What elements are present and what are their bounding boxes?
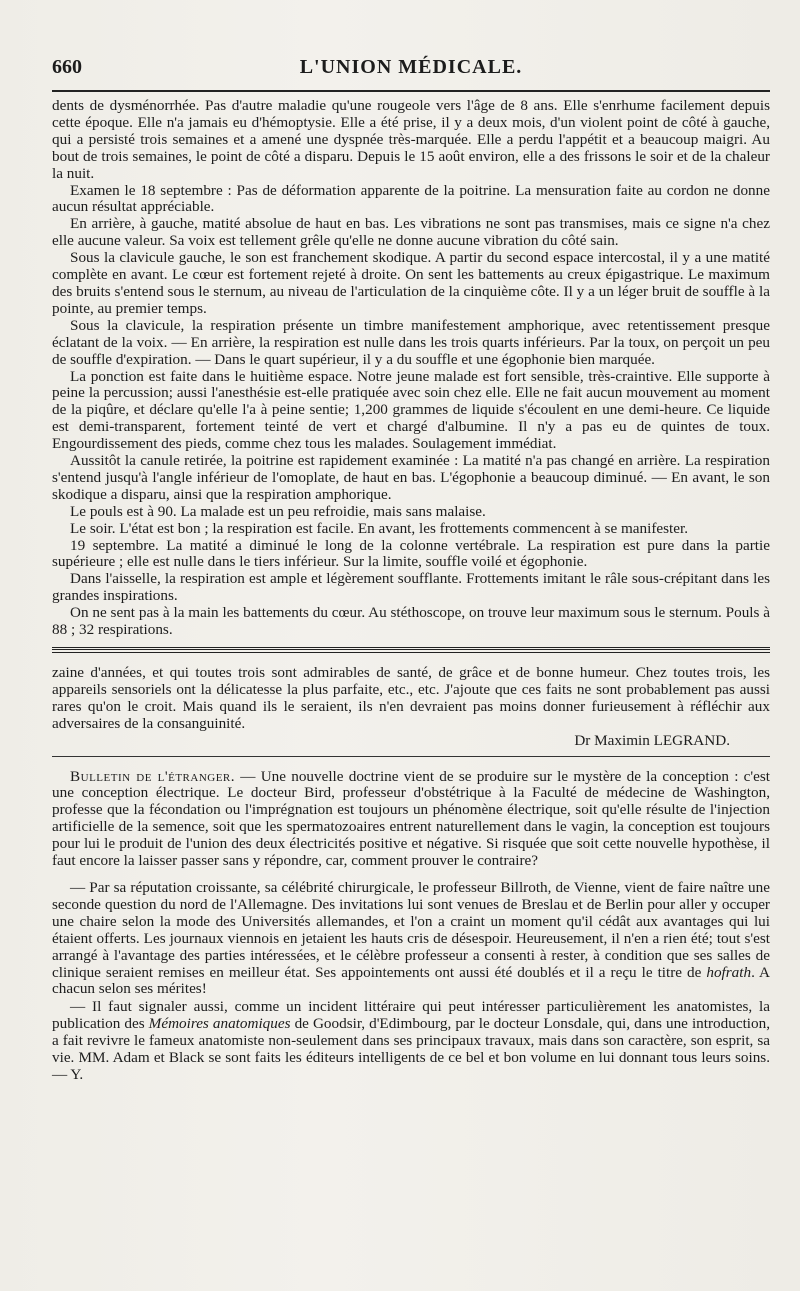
case-paragraph: Sous la clavicule gauche, le son est franchement skodique. A partir du second espace intercostal, il y a une matité complète en avant. Le cœur est fortement rejeté à droite. On sent les battements au creux épigastrique. Le maximum des bruits s'entend sous le sternum, au niveau de l'articulation de la cinquième côte. Il y a un léger bruit de souffle à la pointe, au premier temps.	[52, 249, 770, 317]
case-paragraph: On ne sent pas à la main les battements du cœur. Au stéthoscope, on trouve leur maximum sous le sternum. Pouls à 88 ; 32 respirations.	[52, 604, 770, 639]
case-paragraph: dents de dysménorrhée. Pas d'autre maladie qu'une rougeole vers l'âge de 8 ans. Elle s'enrhume facilement depuis cette époque. Elle n'a jamais eu d'hémoptysie. Elle a été prise, il y a deux mois, d'un violent point de côté à gauche, qui a persisté trois semaines et a amené une dyspnée très-marquée. Elle a perdu l'appétit et a beaucoup maigri. Au bout de trois semaines, le point de côté a disparu. Depuis le 15 août environ, elle a des frissons le soir et de la chaleur la nuit.	[52, 97, 770, 182]
italic-term: hofrath	[706, 963, 752, 981]
feuilleton	[52, 665, 770, 750]
feuilleton-separator	[52, 647, 770, 653]
case-paragraph: Le soir. L'état est bon ; la respiration est facile. En avant, les frottements commencent à se manifester.	[70, 519, 689, 537]
case-paragraph: La ponction est faite dans le huitième espace. Notre jeune malade est fort sensible, très-craintive. Elle supporte à peine la percussion; aussi l'anesthésie est-elle pratiquée avec soin chez elle. Elle ne fait aucun mouvement au moment de la piqûre, et déclare qu'elle l'a à peine sentie; 1,200 grammes de liquide s'écoulent en une demi-heure. Ce liquide est demi-transparent, fortement teinté de vert et chargé d'albumine. Il n'y a pas eu de quintes de toux. Engourdissement des pieds, comme chez tous les malades. Soulagement immédiat.	[52, 367, 770, 453]
section-rule	[52, 756, 770, 757]
bulletin-etranger	[52, 769, 770, 1084]
header-rule	[52, 90, 770, 92]
author-signature: Dr Maximin LEGRAND.	[574, 731, 730, 749]
bulletin-paragraph-1	[52, 769, 770, 870]
bulletin-text: — Une nouvelle doctrine vient de se produire sur le mystère de la conception : c'est une conception électrique. Le docteur Bird, professeur d'obstétrique à la Faculté de médecine de Washington, professe que la fécondation ou l'imprégnation est toujours un phénomène électrique, soit qu'elle résulte de l'injection artificielle de la semence, soit que les spermatozoaires entrent naturellement dans le vagin, la conception est toujours pour lui le produit de l'union des deux électricités positive et négative. Si risquée que soit cette nouvelle hypothèse, il faut encore la laisser passer sans y répondre, car, comment prouver le contraire?	[52, 767, 770, 870]
bulletin-text: — Il faut signaler aussi, comme un incident littéraire qui peut intéresser particulièrement les anatomistes, la publication des	[52, 998, 770, 1033]
case-paragraph: 19 septembre. La matité a diminué le long de la colonne vertébrale. La respiration est pure dans la partie supérieure ; elle est nulle dans le tiers inférieur. Sur la limite, souffle voilé et égophonie.	[52, 536, 770, 571]
bulletin-paragraph-2	[52, 880, 770, 998]
bulletin-paragraph-3	[52, 999, 770, 1084]
bulletin-text: . A chacun selon ses mérites!	[52, 963, 771, 998]
case-report	[52, 98, 770, 639]
italic-title: Mémoires anatomiques	[148, 1015, 291, 1033]
bulletin-text: de Goodsir, d'Edimbourg, par le docteur Lonsdale, qui, dans une introduction, a fait revivre le fameux anatomiste non-seulement dans ses principaux travaux, mais dans son caractère, son esprit, sa vie. MM. Adam et Black se sont faits les éditeurs intelligents de ce bel et bon volume en lui donnant tous leurs soins. — Y.	[52, 1015, 771, 1083]
feuilleton-text: zaine d'années, et qui toutes trois sont admirables de santé, de grâce et de bonne humeur. Chez toutes trois, les appareils sensoriels ont la délicatesse la plus parfaite, etc., etc. J'ajoute que ces faits ne sont probablement pas aussi rares qu'on le croit. Mais quand ils le seraient, ils n'en devraient pas moins donner furieusement à réfléchir aux adversaires de la consanguinité.	[52, 664, 770, 732]
bulletin-text: — Par sa réputation croissante, sa célébrité chirurgicale, le professeur Billroth, de Vienne, vient de faire naître une seconde question du nord de l'Allemagne. Des invitations lui sont venues de Breslau et de Berlin pour aller y occuper une chaire selon la mode des Universités allemandes, et l'on a craint un moment qu'il cédât aux avantages qui lui étaient offerts. Les journaux viennois en jetaient les hauts cris de désespoir. Heureusement, il n'en a rien été; tout s'est arrangé à l'avantage des parties intéressées, et le célèbre professeur a consenti à rester, à condition que ses salles de clinique seraient remises en meilleur état. Ses appointements ont aussi été doublés et il a reçu le titre de	[52, 878, 770, 981]
page-number: 660	[52, 56, 82, 78]
bulletin-heading: Bulletin de l'étranger.	[70, 767, 236, 785]
case-paragraph: Sous la clavicule, la respiration présente un timbre manifestement amphorique, avec retentissement presque éclatant de la voix. — En arrière, la respiration est nulle dans les trois quarts inférieurs. Par la toux, on perçoit un peu de souffle d'expiration. — Dans le quart supérieur, il y a du souffle et une égophonie bien marquée.	[52, 316, 770, 368]
case-paragraph: Aussitôt la canule retirée, la poitrine est rapidement examinée : La matité n'a pas changé en arrière. La respiration s'entend jusqu'à l'angle inférieur de l'omoplate, de haut en bas. L'égophonie a beaucoup diminué. — En avant, le son skodique a disparu, ainsi que la respiration amphorique.	[52, 452, 770, 503]
page-header	[52, 56, 770, 86]
case-paragraph: Le pouls est à 90. La malade est un peu refroidie, mais sans malaise.	[70, 502, 486, 520]
case-paragraph: Dans l'aisselle, la respiration est ample et légèrement soufflante. Frottements imitant le râle sous-crépitant dans les grandes inspirations.	[52, 570, 770, 605]
case-paragraph: En arrière, à gauche, matité absolue de haut en bas. Les vibrations ne sont pas transmises, mais ce signe n'a chez elle aucune valeur. Sa voix est tellement grêle qu'elle ne donne aucune vibration du côté sain.	[52, 215, 770, 250]
case-paragraph: Examen le 18 septembre : Pas de déformation apparente de la poitrine. La mensuration faite au cordon ne donne aucun résultat appréciable.	[52, 181, 770, 216]
running-title: L'UNION MÉDICALE.	[299, 56, 523, 78]
